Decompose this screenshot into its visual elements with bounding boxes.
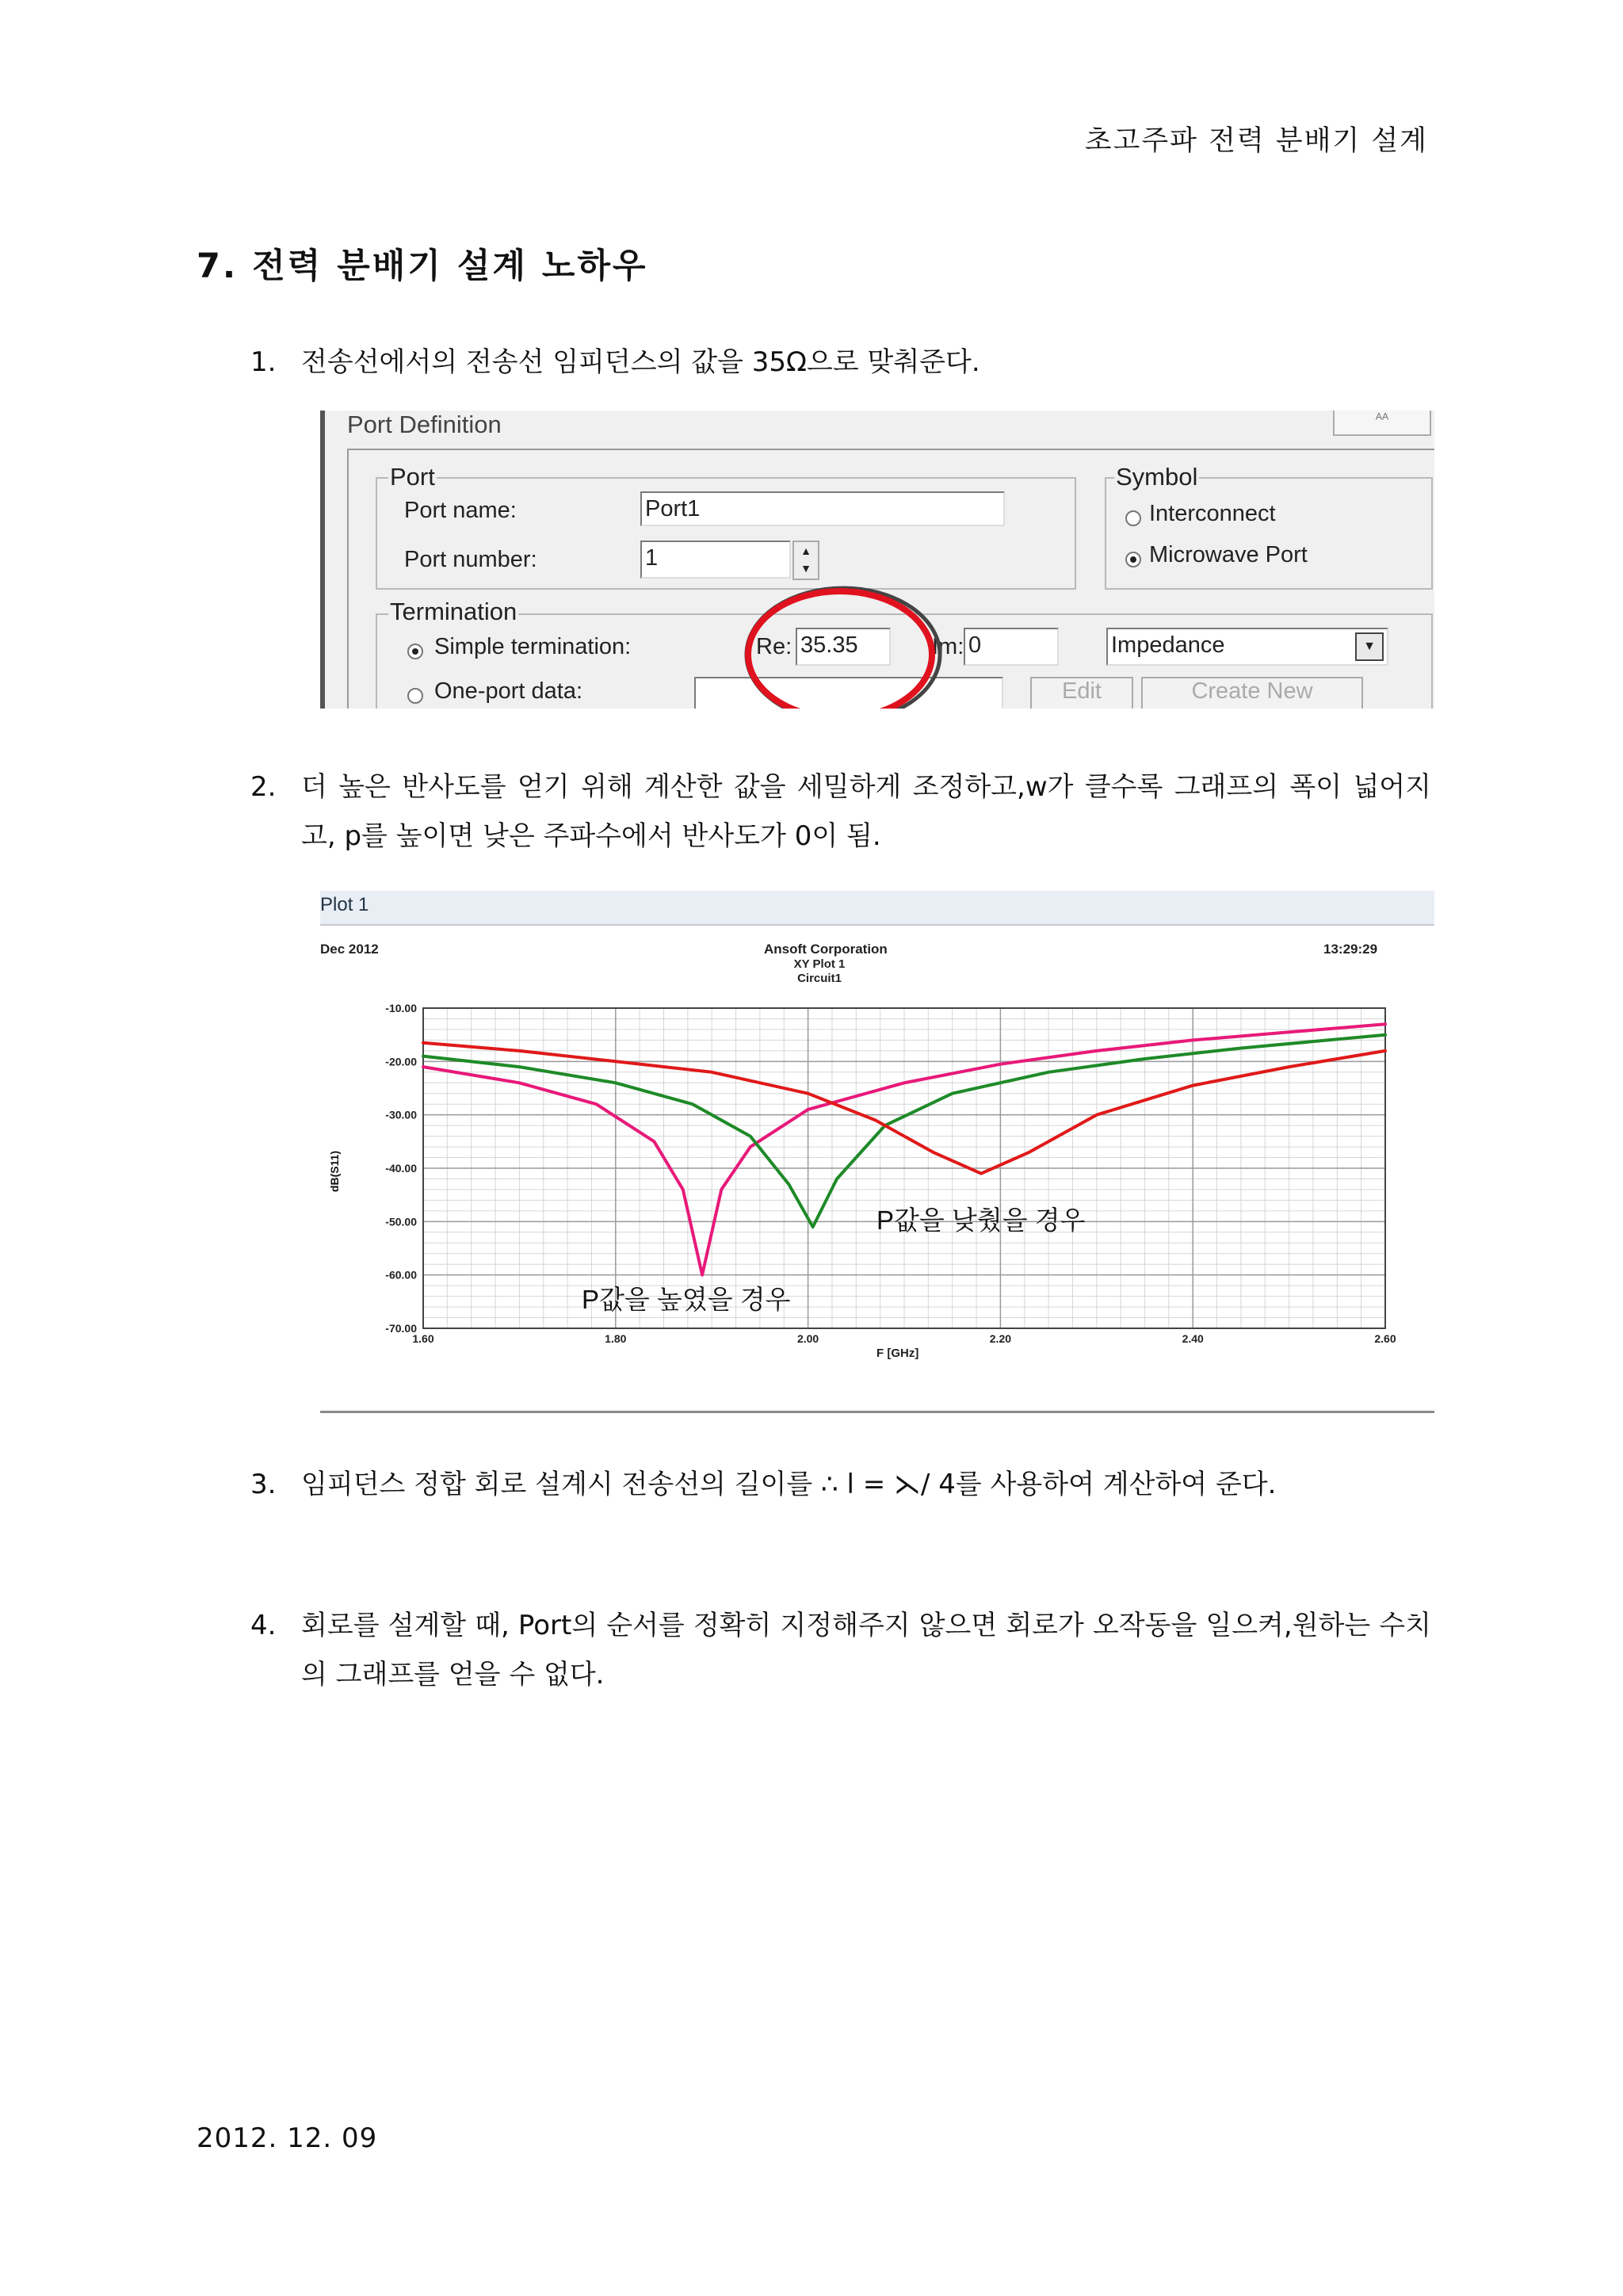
document-header-title: 초고주파 전력 분배기 설계 — [1084, 125, 1428, 157]
symbol-group-label: Symbol — [1116, 463, 1198, 491]
re-input[interactable]: 35.35 — [796, 628, 891, 666]
port-definition-dialog — [320, 411, 1434, 709]
section-title: 7. 전력 분배기 설계 노하우 — [197, 246, 648, 286]
x-axis-label: F [GHz] — [876, 1347, 919, 1360]
type-select[interactable]: Impedance — [1106, 628, 1388, 666]
x-tick-label: 1.80 — [605, 1332, 627, 1345]
highlight-circle — [325, 411, 1434, 709]
edit-button[interactable]: Edit — [1030, 677, 1133, 709]
port-name-label: Port name: — [404, 498, 517, 523]
plot-name: XY Plot 1 — [793, 957, 846, 971]
y-tick-label: -30.00 — [385, 1108, 417, 1121]
plot-tab-label[interactable]: Plot 1 — [320, 894, 369, 915]
y-tick-label: -20.00 — [385, 1055, 417, 1068]
x-tick-label: 2.40 — [1182, 1332, 1204, 1345]
list-item-number: 2. — [250, 771, 277, 803]
y-tick-label: -40.00 — [385, 1162, 417, 1175]
port-number-label: Port number: — [404, 547, 537, 572]
list-item — [250, 1460, 1431, 1509]
s11-chart — [320, 891, 1434, 1411]
plot-date: Dec 2012 — [320, 942, 379, 957]
plot-time: 13:29:29 — [1323, 942, 1378, 957]
interconnect-label: Interconnect — [1149, 501, 1276, 526]
plot-company: Ansoft Corporation — [764, 942, 888, 957]
annotation-p-lowered: P값을 낮췄을 경우 — [876, 1205, 1086, 1235]
microwave-port-label: Microwave Port — [1149, 542, 1308, 567]
x-tick-label: 2.20 — [989, 1332, 1012, 1345]
list-item — [250, 762, 1431, 861]
termination-group-label: Termination — [390, 598, 517, 625]
y-tick-label: -60.00 — [385, 1268, 417, 1282]
chevron-down-icon[interactable]: ▼ — [1355, 632, 1384, 661]
y-axis-label: dB(S11) — [328, 1150, 342, 1193]
list-item-text: 더 높은 반사도를 얻기 위해 계산한 값을 세밀하게 조정하고,w가 클수록 그래프의 폭이 넓어지고, p를 높이면 낮은 주파수에서 반사도가 0이 됨. — [301, 771, 1431, 852]
create-new-button[interactable]: Create New — [1141, 677, 1363, 709]
list-item-number: 4. — [250, 1610, 277, 1641]
list-item-text: 전송선에서의 전송선 임피던스의 값을 35Ω으로 맞춰준다. — [301, 346, 980, 378]
dialog-title: Port Definition — [347, 411, 502, 438]
x-tick-label: 1.60 — [412, 1332, 434, 1345]
list-item-number: 3. — [250, 1469, 277, 1500]
port-name-input[interactable]: Port1 — [640, 491, 1005, 526]
port-group-label: Port — [390, 463, 435, 491]
one-port-data-label: One-port data: — [434, 678, 582, 704]
im-input[interactable]: 0 — [964, 628, 1059, 666]
xy-plot-window — [320, 891, 1434, 1413]
list-item-text: 임피던스 정합 회로 설계시 전송선의 길이를 ∴ l = ⋋/ 4를 사용하여 계산하여 준다. — [301, 1469, 1277, 1500]
dialog-top-button[interactable]: ᴬᴬ — [1333, 411, 1431, 436]
y-tick-label: -70.00 — [385, 1322, 417, 1335]
list-item-text: 회로를 설계할 때, Port의 순서를 정확히 지정해주지 않으면 회로가 오작동을 일으켜,원하는 수치의 그래프를 얻을 수 없다. — [301, 1610, 1431, 1690]
y-tick-label: -10.00 — [385, 1002, 417, 1014]
re-label: Re: — [756, 634, 792, 659]
x-tick-label: 2.00 — [796, 1332, 819, 1345]
list-item-number: 1. — [250, 346, 277, 378]
simple-termination-label: Simple termination: — [434, 634, 632, 659]
port-number-input[interactable]: 1 — [640, 541, 791, 579]
annotation-p-raised: P값을 높였을 경우 — [582, 1285, 791, 1314]
list-item — [250, 1601, 1431, 1699]
x-tick-label: 2.60 — [1374, 1332, 1396, 1345]
footer-date: 2012. 12. 09 — [197, 2122, 378, 2154]
y-tick-label: -50.00 — [385, 1215, 417, 1228]
plot-circuit: Circuit1 — [797, 972, 842, 985]
port-number-stepper[interactable]: ▲ ▼ — [792, 541, 819, 580]
im-label: Im: — [932, 634, 964, 659]
list-item — [250, 338, 1431, 387]
